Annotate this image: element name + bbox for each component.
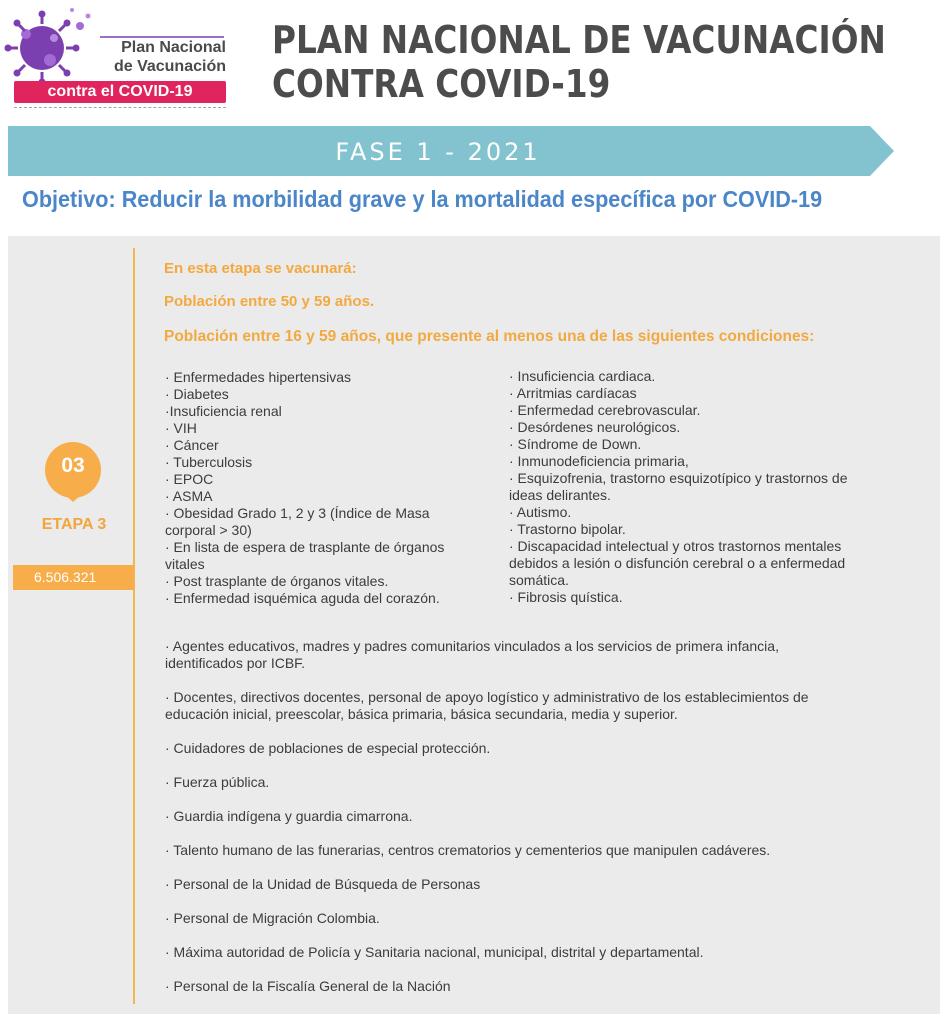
list-item: · Desórdenes neurológicos. (509, 419, 681, 435)
intro-line-3: Población entre 16 y 59 años, que presente al menos una de las siguientes condiciones: (164, 328, 815, 345)
list-item: · Cuidadores de poblaciones de especial protección. (165, 740, 491, 756)
phase-label: FASE 1 - 2021 (335, 138, 541, 166)
list-item: · Esquizofrenia, trastorno esquizotípico y trastornos de ideas delirantes. (509, 470, 848, 503)
conditions-list-right (509, 368, 859, 606)
list-item: · Enfermedades hipertensivas (165, 369, 351, 385)
list-item: · Guardia indígena y guardia cimarrona. (165, 808, 413, 824)
timeline-line (133, 248, 135, 1004)
list-item: · Enfermedad isquémica aguda del corazón. (165, 590, 440, 606)
list-item: ·Insuficiencia renal (165, 403, 282, 419)
logo-line-2: de Vacunación (113, 58, 226, 75)
list-item: · VIH (165, 420, 197, 436)
list-item: · Discapacidad intelectual y otros trastornos mentales debidos a lesión o disfunción cerebral o a enfermedad somática. (509, 538, 846, 588)
logo-line-1: Plan Nacional (121, 39, 226, 56)
list-item: · Post trasplante de órganos vitales. (165, 573, 389, 589)
conditions-list-left (165, 369, 455, 607)
population-count: 6.506.321 (13, 565, 134, 590)
list-item: · Síndrome de Down. (509, 436, 642, 452)
list-item: · Arritmias cardíacas (509, 385, 637, 401)
intro-line-1: En esta etapa se vacunará: (164, 260, 357, 277)
list-item: · Agentes educativos, madres y padres comunitarios vinculados a los servicios de primera infancia, identificados por ICBF. (165, 638, 779, 671)
list-item: · En lista de espera de trasplante de órganos vitales (165, 539, 445, 572)
list-item: · Docentes, directivos docentes, personal de apoyo logístico y administrativo de los establecimientos de educación inicial, preescolar, básica primaria, básica secundaria, media y superior. (165, 689, 809, 722)
logo-badge: contra el COVID-19 (14, 81, 226, 103)
list-item: · Fuerza pública. (165, 774, 270, 790)
logo-title (86, 38, 226, 76)
stage-label: ETAPA 3 (41, 516, 107, 533)
list-item: · Tuberculosis (165, 454, 253, 470)
list-item: · Diabetes (165, 386, 229, 402)
title-line-2: CONTRA COVID-19 (272, 62, 611, 106)
list-item: · Personal de Migración Colombia. (165, 910, 380, 926)
list-item: · Trastorno bipolar. (509, 521, 626, 537)
list-item: · Talento humano de las funerarias, centros crematorios y cementerios que manipulen cadáveres. (165, 842, 771, 858)
list-item: · Cáncer (165, 437, 219, 453)
page-title (272, 18, 886, 106)
list-item: · Insuficiencia cardiaca. (509, 368, 656, 384)
objective-heading: Objetivo: Reducir la morbilidad grave y la mortalidad específica por COVID-19 (22, 186, 823, 212)
list-item: · Máxima autoridad de Policía y Sanitaria nacional, municipal, distrital y departamental. (165, 944, 704, 960)
intro-line-2: Población entre 50 y 59 años. (164, 293, 375, 310)
list-item: · Fibrosis quística. (509, 589, 623, 605)
list-item: · EPOC (165, 471, 214, 487)
priority-groups-list (165, 638, 825, 1012)
list-item: · Autismo. (509, 504, 572, 520)
title-line-1: PLAN NACIONAL DE VACUNACIÓN (272, 18, 886, 62)
stage-number: 03 (61, 454, 85, 477)
list-item: · Obesidad Grado 1, 2 y 3 (Índice de Masa corporal > 30) (165, 505, 430, 538)
list-item: · Personal de la Unidad de Búsqueda de Personas (165, 876, 481, 892)
virus-icon (5, 8, 91, 86)
list-item: · Enfermedad cerebrovascular. (509, 402, 701, 418)
logo-divider (14, 107, 226, 108)
list-item: · Inmunodeficiencia primaria, (509, 453, 689, 469)
list-item: · Personal de la Fiscalía General de la Nación (165, 978, 451, 994)
list-item: · ASMA (165, 488, 213, 504)
